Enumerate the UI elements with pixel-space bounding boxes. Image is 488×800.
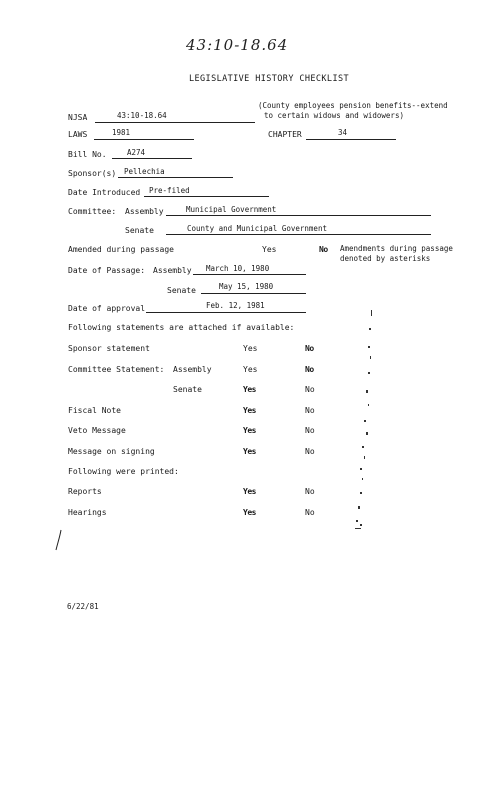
laws-value: 1981 bbox=[112, 128, 131, 137]
njsa-value: 43:10-18.64 bbox=[117, 111, 167, 120]
sponsor-underline bbox=[118, 177, 233, 178]
fiscal-note-no: No bbox=[305, 406, 315, 415]
amended-note-line1: Amendments during passage bbox=[340, 244, 453, 253]
date-introduced-label: Date Introduced bbox=[68, 188, 141, 197]
njsa-underline bbox=[95, 122, 255, 123]
sponsor-statement-no-struck: No bbox=[305, 344, 314, 353]
passage-label: Date of Passage: bbox=[68, 266, 146, 275]
reports-yes-struck: Yes bbox=[243, 487, 256, 496]
hearings-yes-struck: Yes bbox=[243, 508, 256, 517]
committee-statement-assembly-label: Assembly bbox=[173, 365, 212, 374]
committee-statement-senate-no: No bbox=[305, 385, 315, 394]
committee-assembly-label: Assembly bbox=[125, 207, 164, 216]
committee-label: Committee: bbox=[68, 207, 117, 216]
attached-heading: Following statements are attached if available: bbox=[68, 323, 295, 332]
reports-label: Reports bbox=[68, 487, 102, 496]
laws-label: LAWS bbox=[68, 130, 88, 139]
passage-assembly-label: Assembly bbox=[153, 266, 192, 275]
committee-senate-label: Senate bbox=[125, 226, 154, 235]
passage-senate-underline bbox=[201, 293, 306, 294]
amended-label: Amended during passage bbox=[68, 245, 174, 254]
committee-statement-senate-label: Senate bbox=[173, 385, 202, 394]
amended-note-line2: denoted by asterisks bbox=[340, 254, 431, 263]
chapter-value: 34 bbox=[338, 128, 348, 137]
bill-underline bbox=[112, 158, 192, 159]
approval-underline bbox=[146, 312, 306, 313]
date-introduced-underline bbox=[144, 196, 269, 197]
reports-no: No bbox=[305, 487, 315, 496]
committee-statement-assembly-yes: Yes bbox=[243, 365, 258, 374]
bill-label: Bill No. bbox=[68, 150, 107, 159]
hearings-label: Hearings bbox=[68, 508, 107, 517]
hearings-no: No bbox=[305, 508, 315, 517]
njsa-label: NJSA bbox=[68, 113, 88, 122]
committee-assembly-underline bbox=[166, 215, 431, 216]
printed-heading: Following were printed: bbox=[68, 467, 179, 476]
handwritten-reference: 43:10-18.64 bbox=[186, 36, 289, 54]
amended-no-struck: No bbox=[319, 245, 328, 254]
fiscal-note-label: Fiscal Note bbox=[68, 406, 121, 415]
passage-assembly-underline bbox=[193, 274, 306, 275]
committee-senate-value: County and Municipal Government bbox=[187, 224, 327, 233]
sponsor-statement-yes: Yes bbox=[243, 344, 258, 353]
date-introduced-value: Pre-filed bbox=[149, 186, 190, 195]
amended-yes: Yes bbox=[262, 245, 277, 254]
passage-assembly-value: March 10, 1980 bbox=[206, 264, 270, 273]
fiscal-note-yes-struck: Yes bbox=[243, 406, 256, 415]
veto-message-no: No bbox=[305, 426, 315, 435]
committee-statement-assembly-no-struck: No bbox=[305, 365, 314, 374]
chapter-underline bbox=[306, 139, 396, 140]
sponsor-value: Pellechia bbox=[124, 167, 165, 176]
chapter-label: CHAPTER bbox=[268, 130, 302, 139]
message-on-signing-yes-struck: Yes bbox=[243, 447, 256, 456]
passage-senate-label: Senate bbox=[167, 286, 196, 295]
committee-statement-label: Committee Statement: bbox=[68, 365, 165, 374]
page-title: LEGISLATIVE HISTORY CHECKLIST bbox=[189, 74, 350, 84]
njsa-note-line1: (County employees pension benefits--extend bbox=[258, 101, 448, 110]
veto-message-label: Veto Message bbox=[68, 426, 126, 435]
pen-mark-icon bbox=[52, 528, 64, 554]
footer-date: 6/22/81 bbox=[67, 602, 99, 611]
committee-senate-underline bbox=[166, 234, 431, 235]
approval-value: Feb. 12, 1981 bbox=[206, 301, 265, 310]
committee-assembly-value: Municipal Government bbox=[186, 205, 277, 214]
bill-value: A274 bbox=[127, 148, 146, 157]
message-on-signing-no: No bbox=[305, 447, 315, 456]
approval-label: Date of approval bbox=[68, 304, 146, 313]
veto-message-yes-struck: Yes bbox=[243, 426, 256, 435]
committee-statement-senate-yes-struck: Yes bbox=[243, 385, 256, 394]
sponsor-statement-label: Sponsor statement bbox=[68, 344, 150, 353]
passage-senate-value: May 15, 1980 bbox=[219, 282, 274, 291]
njsa-note-line2: to certain widows and widowers) bbox=[264, 111, 404, 120]
sponsor-label: Sponsor(s) bbox=[68, 169, 117, 178]
laws-underline bbox=[94, 139, 194, 140]
message-on-signing-label: Message on signing bbox=[68, 447, 155, 456]
